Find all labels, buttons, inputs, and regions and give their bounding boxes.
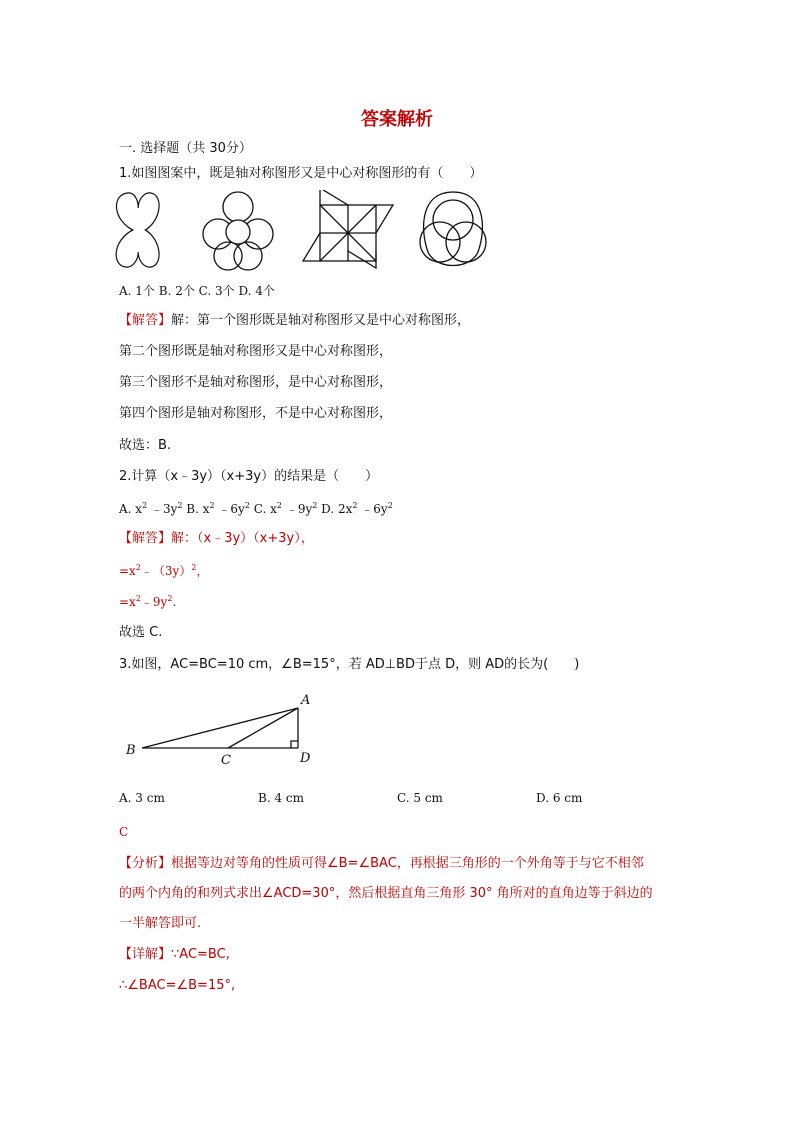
q1-answer-lead: 解：第一个图形既是轴对称图形又是中心对称图形， bbox=[171, 313, 471, 328]
q2-answer-lead: 解：（x﹣3y）（x+3y）， bbox=[171, 531, 314, 546]
q1-figure-1 bbox=[116, 193, 159, 267]
q3-option-b: B. 4 cm bbox=[258, 791, 304, 805]
right-angle-mark bbox=[291, 741, 298, 748]
label-d: D bbox=[300, 751, 311, 766]
label-c: C bbox=[221, 753, 231, 768]
q3-option-c: C. 5 cm bbox=[397, 791, 443, 805]
q1-line-2: 第二个图形既是轴对称图形又是中心对称图形， bbox=[119, 344, 393, 359]
q2-step-1: $=x^2﹣(3y)^2$， bbox=[119, 563, 209, 578]
segment-ca bbox=[228, 708, 298, 748]
q1-figure-4 bbox=[420, 192, 486, 266]
q3-analysis-1: 根据等边对等角的性质可得∠B=∠BAC，再根据三角形的一个外角等于与它不相邻 bbox=[171, 856, 644, 871]
q2-step-2: $=x^2﹣9y^2$. bbox=[119, 594, 177, 609]
q2-question: 2.计算（x﹣3y）（x+3y）的结果是（ ） bbox=[119, 469, 379, 484]
q3-option-d: D. 6 cm bbox=[536, 791, 583, 805]
q3-question: 3.如图，AC=BC=10 cm，∠B=15°，若 AD⊥BD于点 D，则 AD的长为( ) bbox=[119, 657, 580, 672]
q1-line-4: 第四个图形是轴对称图形，不是中心对称图形， bbox=[119, 406, 393, 421]
q3-answer: C bbox=[119, 825, 129, 839]
page-title: 答案解析 bbox=[361, 109, 433, 130]
q1-answer-label: 【解答】 bbox=[119, 313, 172, 328]
q1-question: 1.如图图案中，既是轴对称图形又是中心对称图形的有（ ） bbox=[119, 166, 483, 181]
q1-figure-3 bbox=[303, 190, 393, 268]
q1-figure-2 bbox=[203, 192, 273, 270]
q2-options: A. $x^2$ $﹣3y^2$ B. $x^2$ $﹣6y^2$ C. $x^2$ $﹣9y^2$ D. $2x^2$ $﹣6y^2$ bbox=[119, 501, 393, 516]
label-b: B bbox=[126, 743, 136, 758]
q3-option-a: A. 3 cm bbox=[119, 791, 165, 805]
q3-detail-1: ∵AC=BC, bbox=[171, 947, 230, 962]
q2-answer-label: 【解答】 bbox=[119, 531, 172, 546]
segment-ba bbox=[142, 708, 298, 748]
q1-conclusion: 故选：B. bbox=[119, 438, 172, 453]
q3-triangle-figure bbox=[120, 690, 320, 770]
q2-conclusion: 故选 C. bbox=[119, 625, 163, 640]
q1-figures bbox=[110, 190, 510, 275]
label-a: A bbox=[301, 693, 311, 708]
section-heading: 一. 选择题（共 30分） bbox=[119, 141, 252, 156]
q3-detail-2: ∴∠BAC=∠B=15°, bbox=[119, 978, 236, 993]
q3-analysis-3: 一半解答即可. bbox=[119, 916, 202, 931]
q3-analysis-label: 【分析】 bbox=[119, 856, 172, 871]
q1-options: A. 1个 B. 2个 C. 3个 D. 4个 bbox=[119, 284, 275, 298]
q1-line-3: 第三个图形不是轴对称图形，是中心对称图形， bbox=[119, 375, 393, 390]
q3-analysis-2: 的两个内角的和列式求出∠ACD=30°，然后根据直角三角形 30° 角所对的直角边等于斜边的 bbox=[119, 886, 653, 901]
q3-detail-label: 【详解】 bbox=[119, 947, 172, 962]
